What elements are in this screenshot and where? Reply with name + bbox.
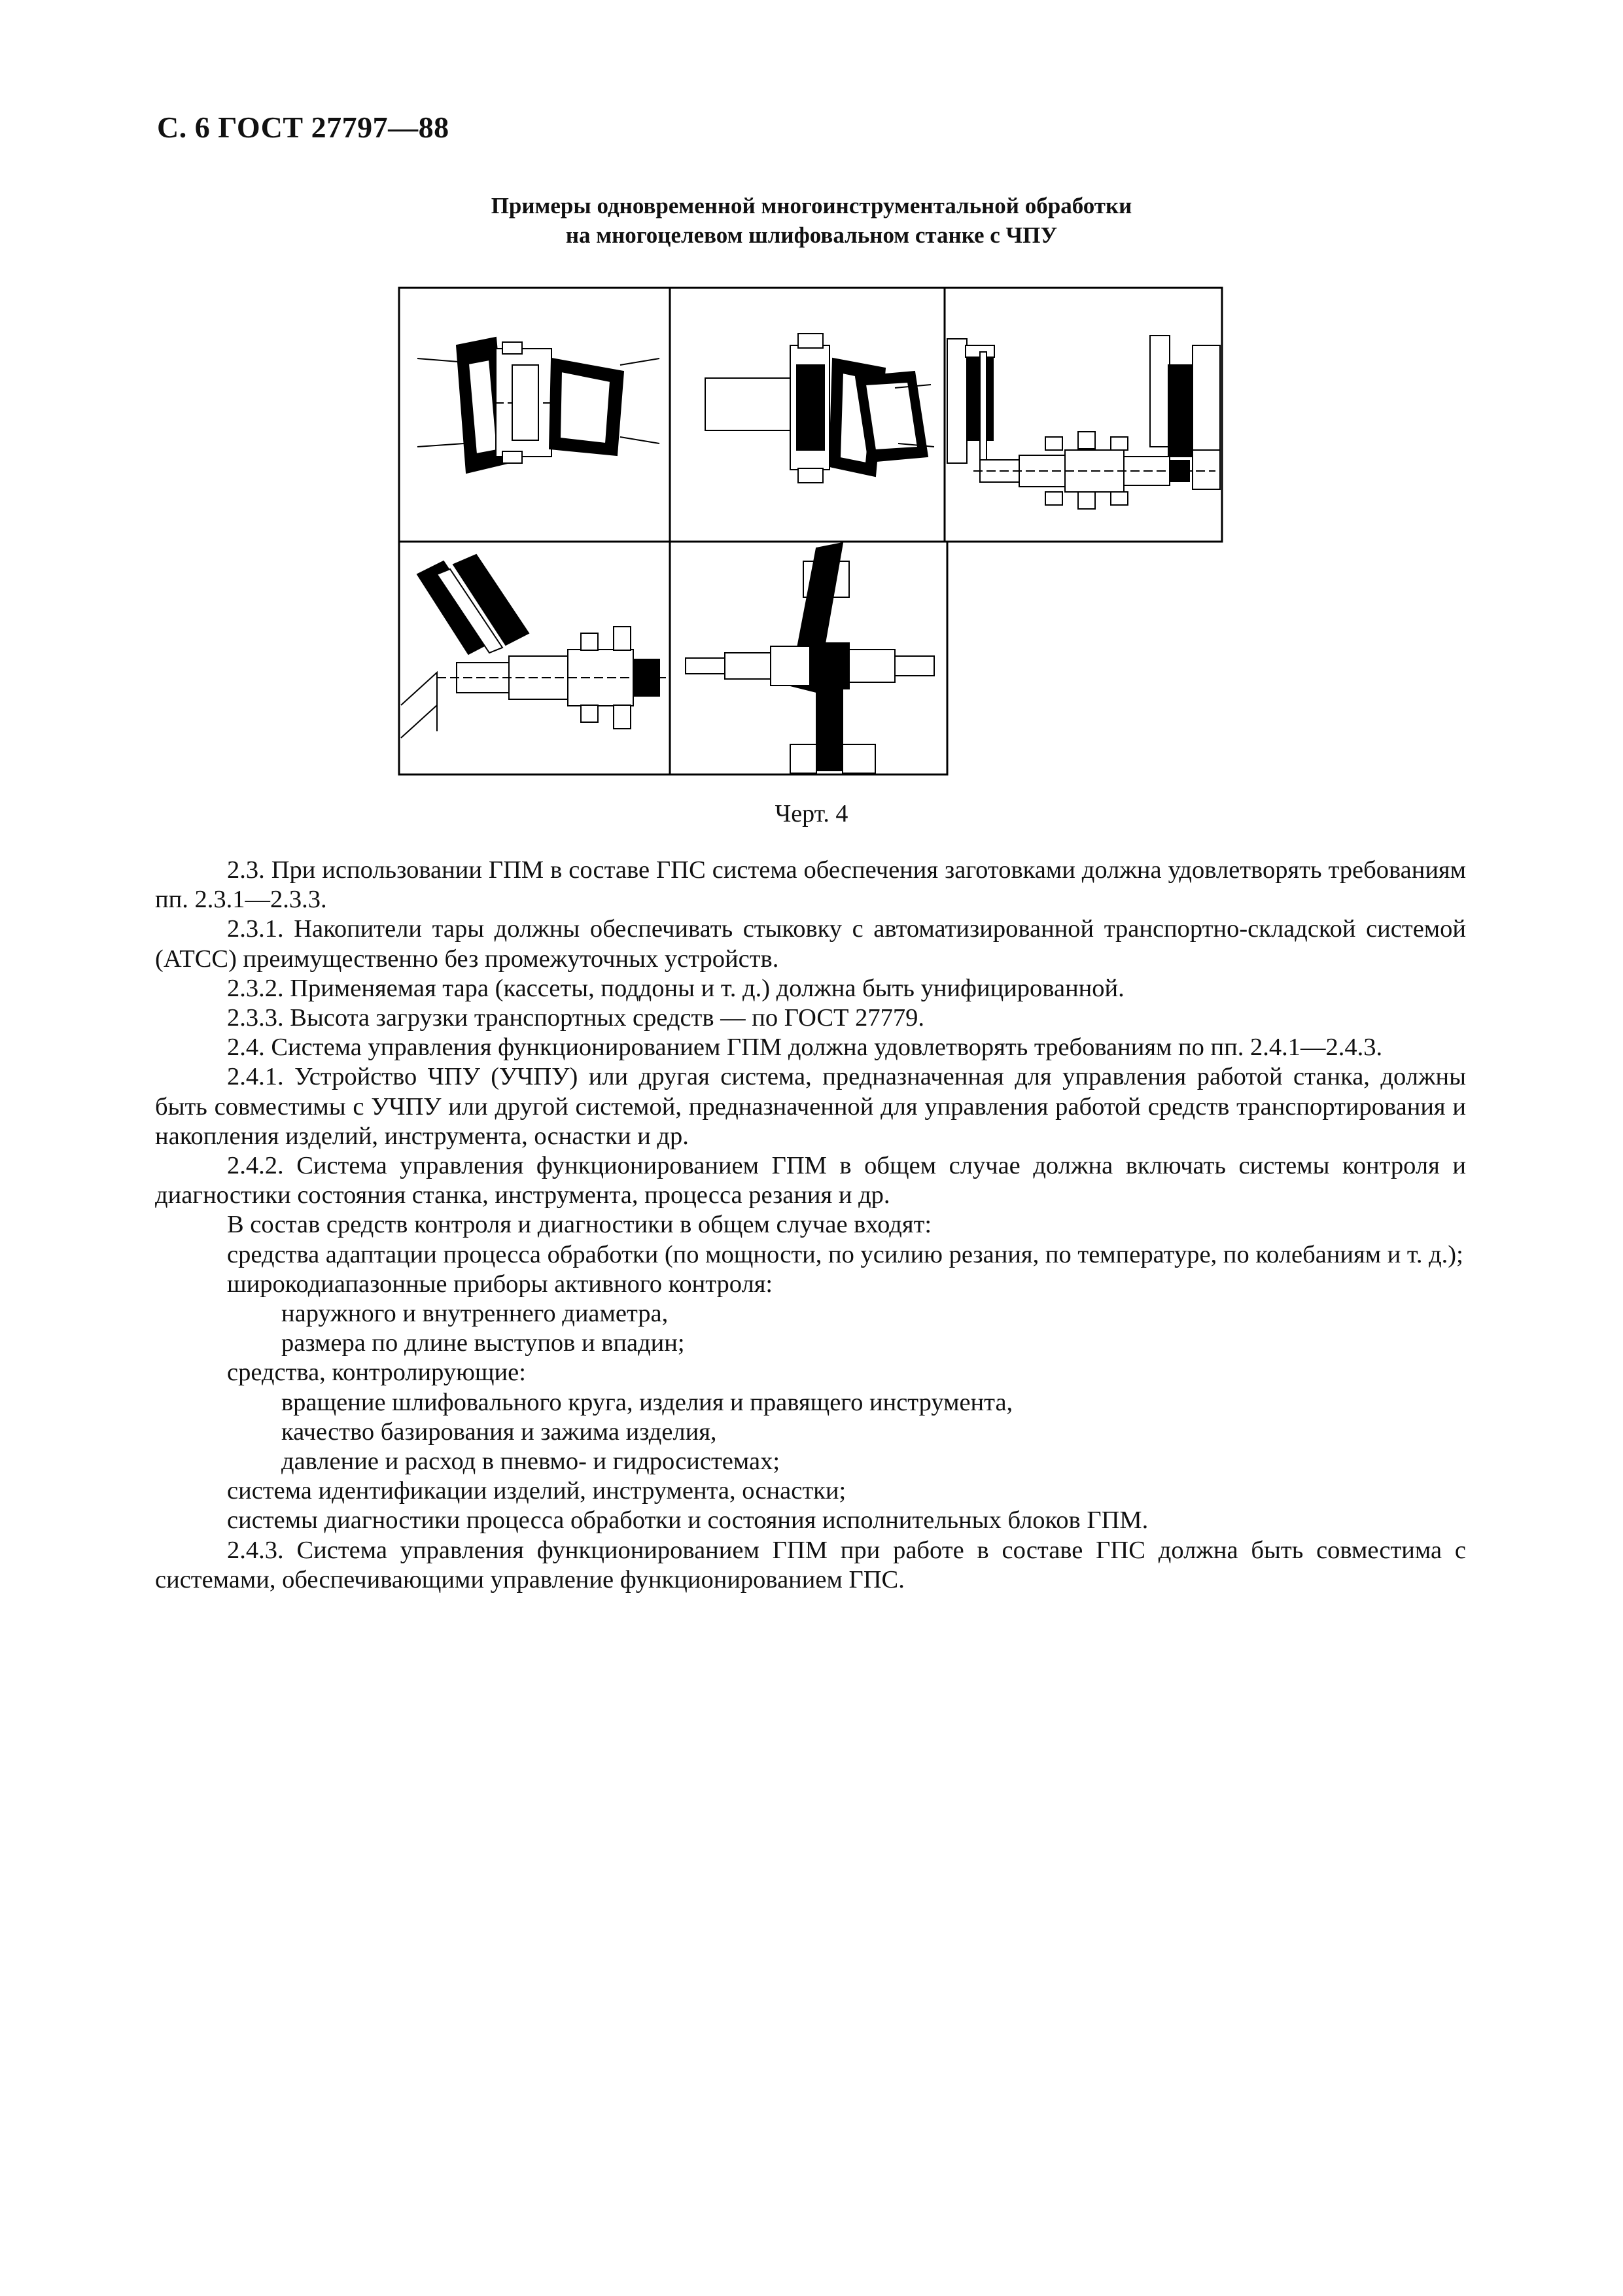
figure-caption: Черт. 4 (775, 800, 848, 827)
paragraph: В состав средств контроля и диагностики в общем случае входят: (227, 1211, 932, 1239)
paragraph: 2.3. При использовании ГПМ в составе ГПС система обеспечения заготовками должна удовлетворять требованиям пп. 2.3.1—2.3.3. (155, 856, 1466, 914)
panel-4-drawing (401, 555, 666, 738)
paragraph: 2.3.2. Применяемая тара (кассеты, поддоны и т. д.) должна быть унифицированной. (227, 974, 1125, 1002)
body-text (155, 856, 1466, 1595)
list-item: размера по длине выступов и впадин; (281, 1329, 685, 1357)
paragraph: 2.4.3. Система управления функционированием ГПМ при работе в составе ГПС должна быть совместима с системами, обеспечивающими управление функционированием ГПС. (155, 1536, 1466, 1593)
list-item: давление и расход в пневмо- и гидросистемах; (281, 1448, 780, 1476)
figure-title-line-1: Примеры одновременной многоинструментальной обработки (491, 193, 1132, 218)
list-item: системы диагностики процесса обработки и состояния исполнительных блоков ГПМ. (227, 1506, 1149, 1535)
list-item: средства, контролирующие: (227, 1359, 526, 1387)
list-item: наружного и внутреннего диаметра, (281, 1300, 669, 1328)
paragraph: 2.3.1. Накопители тары должны обеспечивать стыковку с автоматизированной транспортно-складской системой (АТСС) преимущественно без промежуточных устройств. (155, 915, 1466, 973)
paragraph: 2.3.3. Высота загрузки транспортных средств — по ГОСТ 27779. (227, 1004, 925, 1032)
paragraph: 2.4.2. Система управления функционированием ГПМ в общем случае должна включать системы контроля и диагностики состояния станка, инструмента, процесса резания и др. (155, 1152, 1466, 1209)
list-item: вращение шлифовального круга, изделия и правящего инструмента, (281, 1388, 1013, 1416)
figure-drawing (398, 287, 1223, 777)
list-item: качество базирования и зажима изделия, (281, 1418, 717, 1446)
list-item: средства адаптации процесса обработки (по мощности, по усилию резания, по температуре, по колебаниям и т. д.); (227, 1240, 1463, 1268)
page-header: С. 6 ГОСТ 27797—88 (157, 111, 449, 144)
panel-1-drawing (417, 338, 659, 473)
list-item: широкодиапазонные приборы активного контроля: (227, 1270, 773, 1298)
paragraph: 2.4. Система управления функционированием ГПМ должна удовлетворять требованиям по пп. 2.4.1—2.4.3. (227, 1034, 1383, 1062)
paragraph: 2.4.1. Устройство ЧПУ (УЧПУ) или другая система, предназначенная для управления работой станка, должны быть совместимы с УЧПУ или другой системой, предназначенной для управления работой средств транспортирования и накопления изделий, инструмента, оснастки и др. (155, 1063, 1466, 1150)
list-item: система идентификации изделий, инструмента, оснастки; (227, 1477, 846, 1505)
figure-title-line-2: на многоцелевом шлифовальном станке с ЧПУ (565, 222, 1058, 248)
panel-5-drawing (686, 543, 934, 773)
panel-3-drawing (947, 336, 1220, 509)
figure-title (0, 191, 1623, 250)
panel-2-drawing (705, 334, 934, 483)
